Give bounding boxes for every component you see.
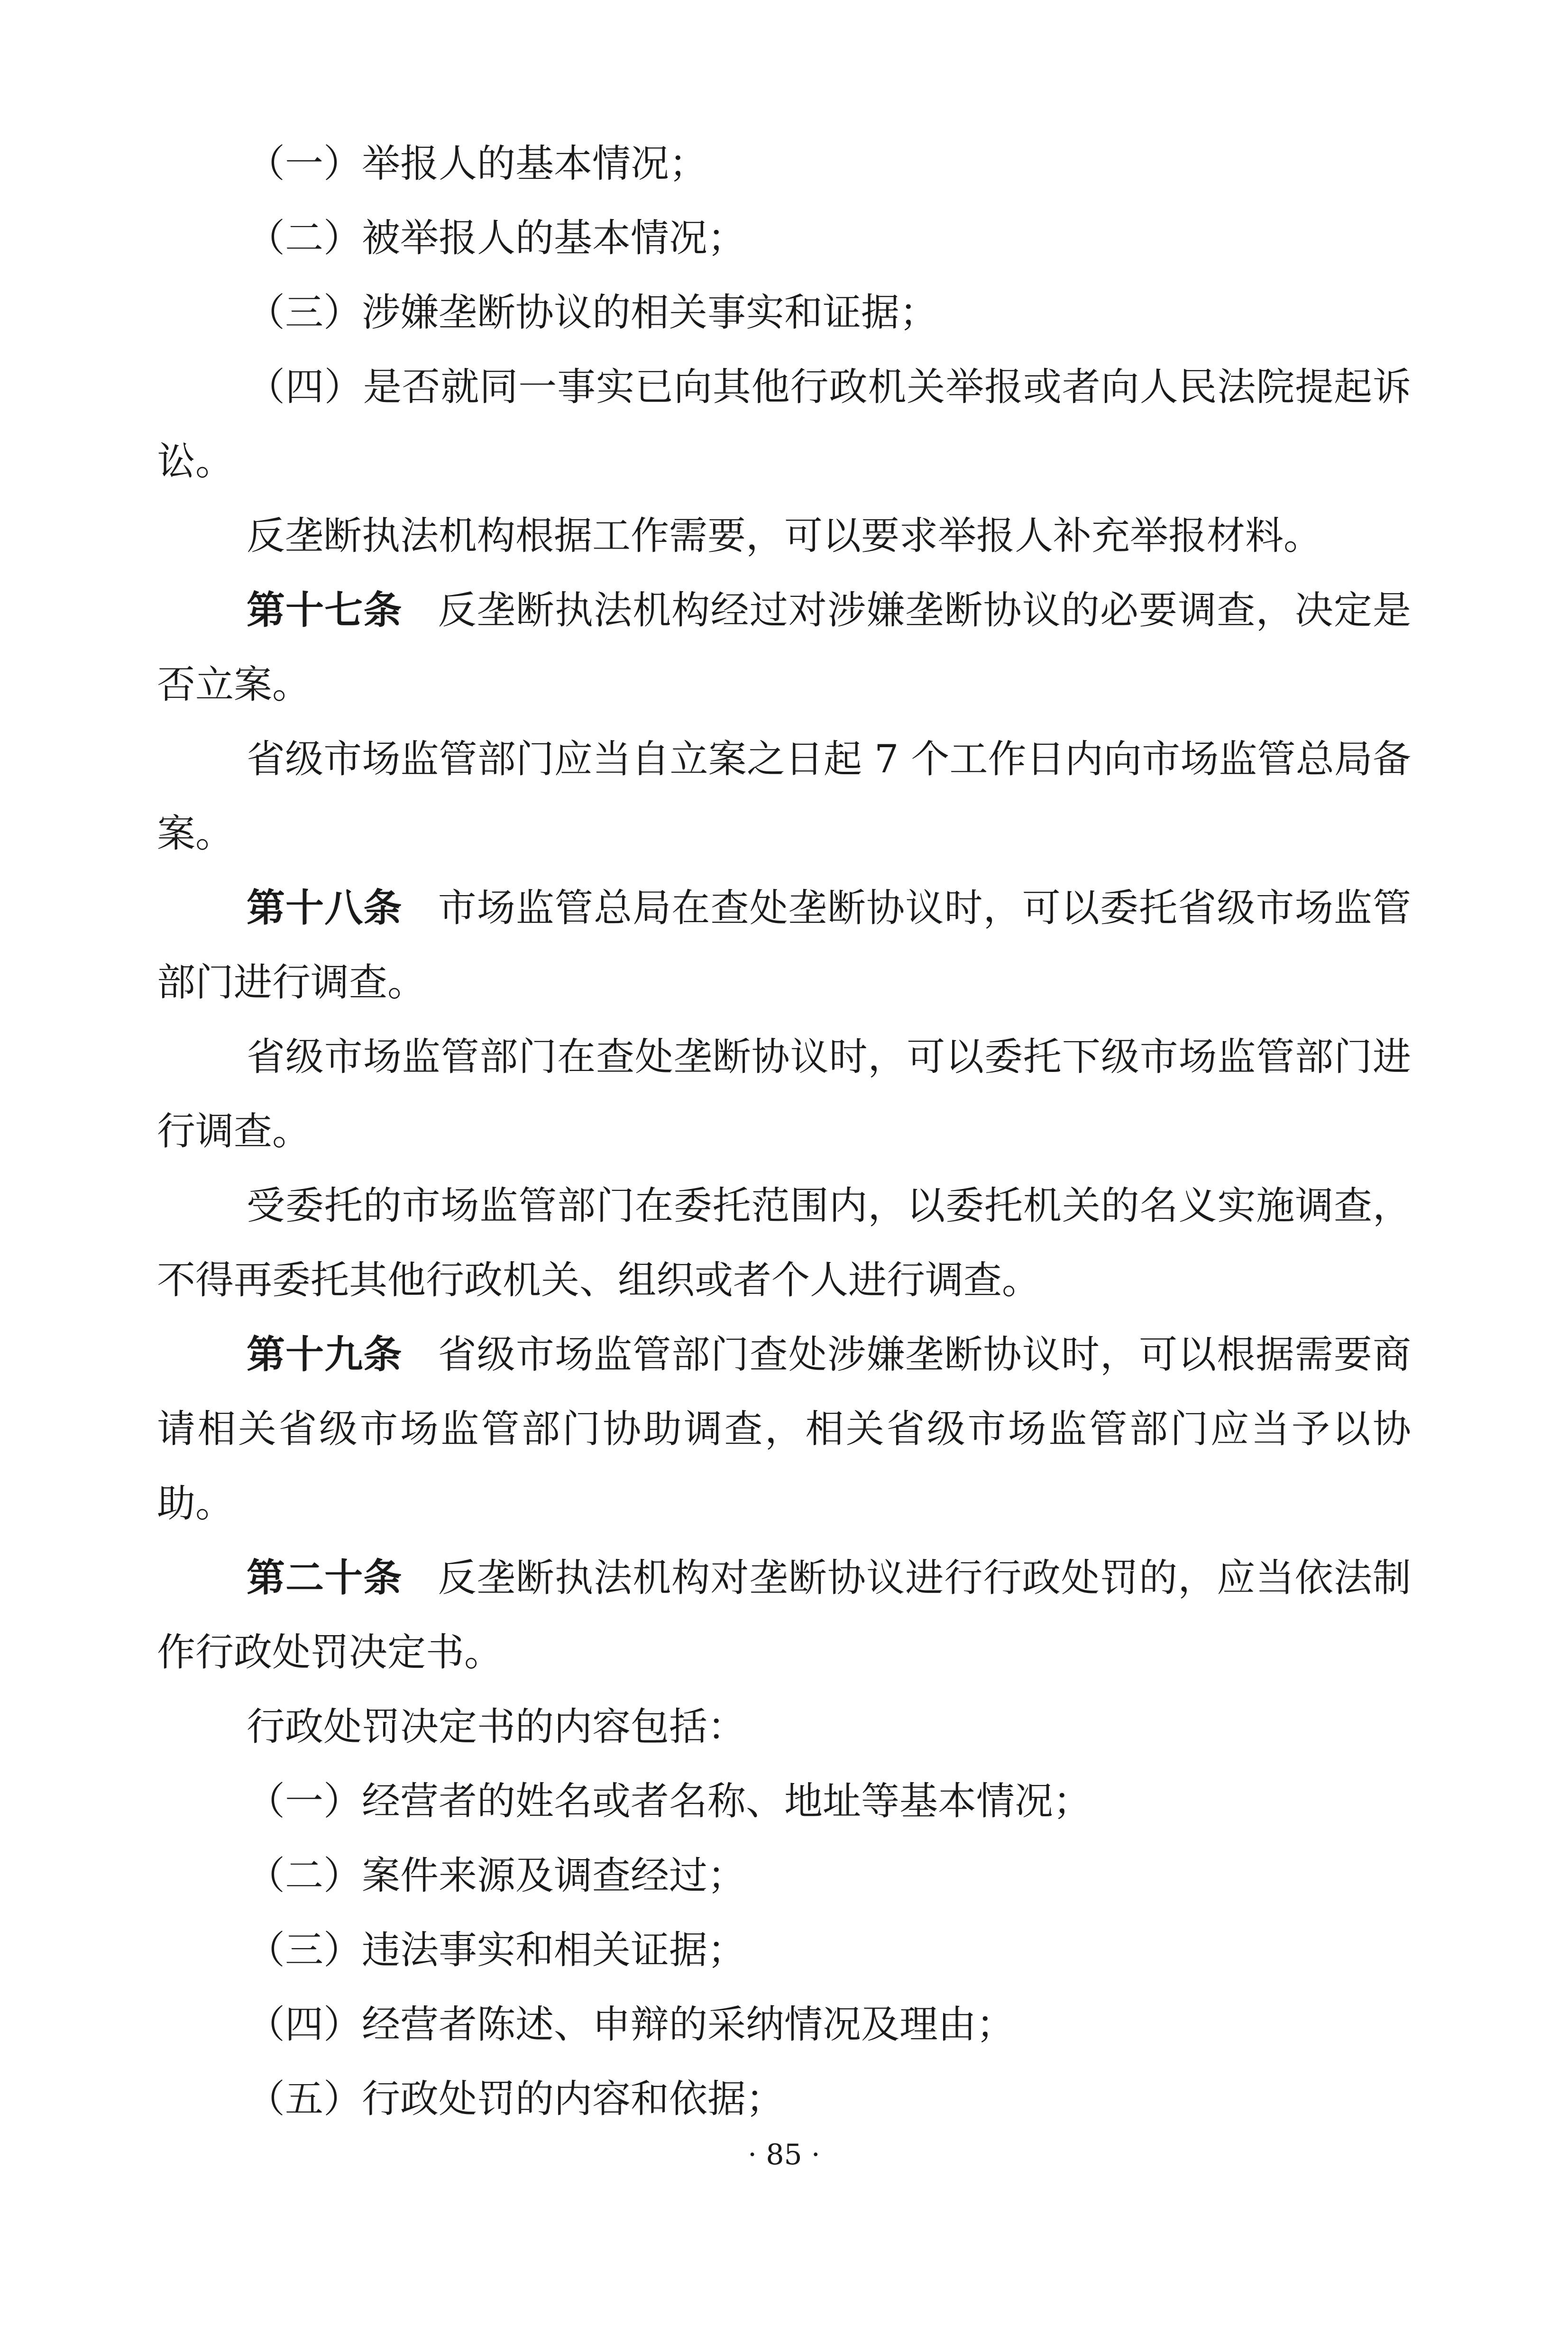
paragraph-text: 受委托的市场监管部门在委托范围内，以委托机关的名义实施调查，不得再委托其他行政机关、组织或者个人进行调查。 bbox=[157, 1184, 1411, 1303]
paragraph-text: （三）涉嫌垄断协议的相关事实和证据； bbox=[247, 291, 938, 335]
article-heading: 第十八条 bbox=[247, 886, 403, 931]
paragraph-text: 市场监管总局在查处垄断协议时，可以委托省级市场监管部门进行调查。 bbox=[157, 886, 1411, 1005]
paragraph bbox=[157, 1020, 1411, 1169]
paragraph bbox=[157, 2062, 1411, 2137]
paragraph-text: 反垄断执法机构对垄断协议进行行政处罚的，应当依法制作行政处罚决定书。 bbox=[157, 1556, 1411, 1675]
article-17 bbox=[157, 574, 1411, 723]
article-20 bbox=[157, 1541, 1411, 1690]
paragraph-text: （五）行政处罚的内容和依据； bbox=[247, 2077, 785, 2122]
article-heading: 第二十条 bbox=[247, 1556, 403, 1601]
document-body bbox=[157, 127, 1411, 2137]
paragraph-text: 反垄断执法机构根据工作需要，可以要求举报人补充举报材料。 bbox=[247, 514, 1322, 558]
paragraph bbox=[157, 499, 1411, 574]
article-heading: 第十七条 bbox=[247, 588, 403, 633]
paragraph-text: （四）是否就同一事实已向其他行政机关举报或者向人民法院提起诉讼。 bbox=[157, 365, 1411, 484]
paragraph bbox=[157, 1169, 1411, 1318]
paragraph bbox=[157, 1839, 1411, 1913]
article-18 bbox=[157, 871, 1411, 1020]
paragraph-text: 省级市场监管部门在查处垄断协议时，可以委托下级市场监管部门进行调查。 bbox=[157, 1035, 1411, 1154]
paragraph-text: 省级市场监管部门应当自立案之日起 7 个工作日内向市场监管总局备案。 bbox=[157, 737, 1411, 856]
paragraph bbox=[157, 276, 1411, 350]
paragraph-text: （二）被举报人的基本情况； bbox=[247, 216, 746, 261]
paragraph-text: （三）违法事实和相关证据； bbox=[247, 1928, 746, 1973]
paragraph bbox=[157, 1690, 1411, 1765]
paragraph-text: （四）经营者陈述、申辩的采纳情况及理由； bbox=[247, 2003, 1015, 2047]
paragraph bbox=[157, 723, 1411, 871]
paragraph bbox=[157, 127, 1411, 201]
paragraph bbox=[157, 1988, 1411, 2062]
article-19 bbox=[157, 1318, 1411, 1541]
paragraph-text: （一）经营者的姓名或者名称、地址等基本情况； bbox=[247, 1779, 1092, 1824]
paragraph bbox=[157, 1913, 1411, 1988]
paragraph bbox=[157, 201, 1411, 276]
paragraph-text: （二）案件来源及调查经过； bbox=[247, 1854, 746, 1898]
paragraph-text: （一）举报人的基本情况； bbox=[247, 142, 708, 186]
article-heading: 第十九条 bbox=[247, 1333, 403, 1377]
paragraph bbox=[157, 1765, 1411, 1839]
page-number: · 85 · bbox=[748, 2138, 820, 2171]
paragraph-text: 反垄断执法机构经过对涉嫌垄断协议的必要调查，决定是否立案。 bbox=[157, 588, 1411, 707]
paragraph-text: 省级市场监管部门查处涉嫌垄断协议时，可以根据需要商请相关省级市场监管部门协助调查，相关省级市场监管部门应当予以协助。 bbox=[157, 1333, 1411, 1526]
paragraph-text: 行政处罚决定书的内容包括： bbox=[247, 1705, 746, 1749]
paragraph bbox=[157, 350, 1411, 499]
